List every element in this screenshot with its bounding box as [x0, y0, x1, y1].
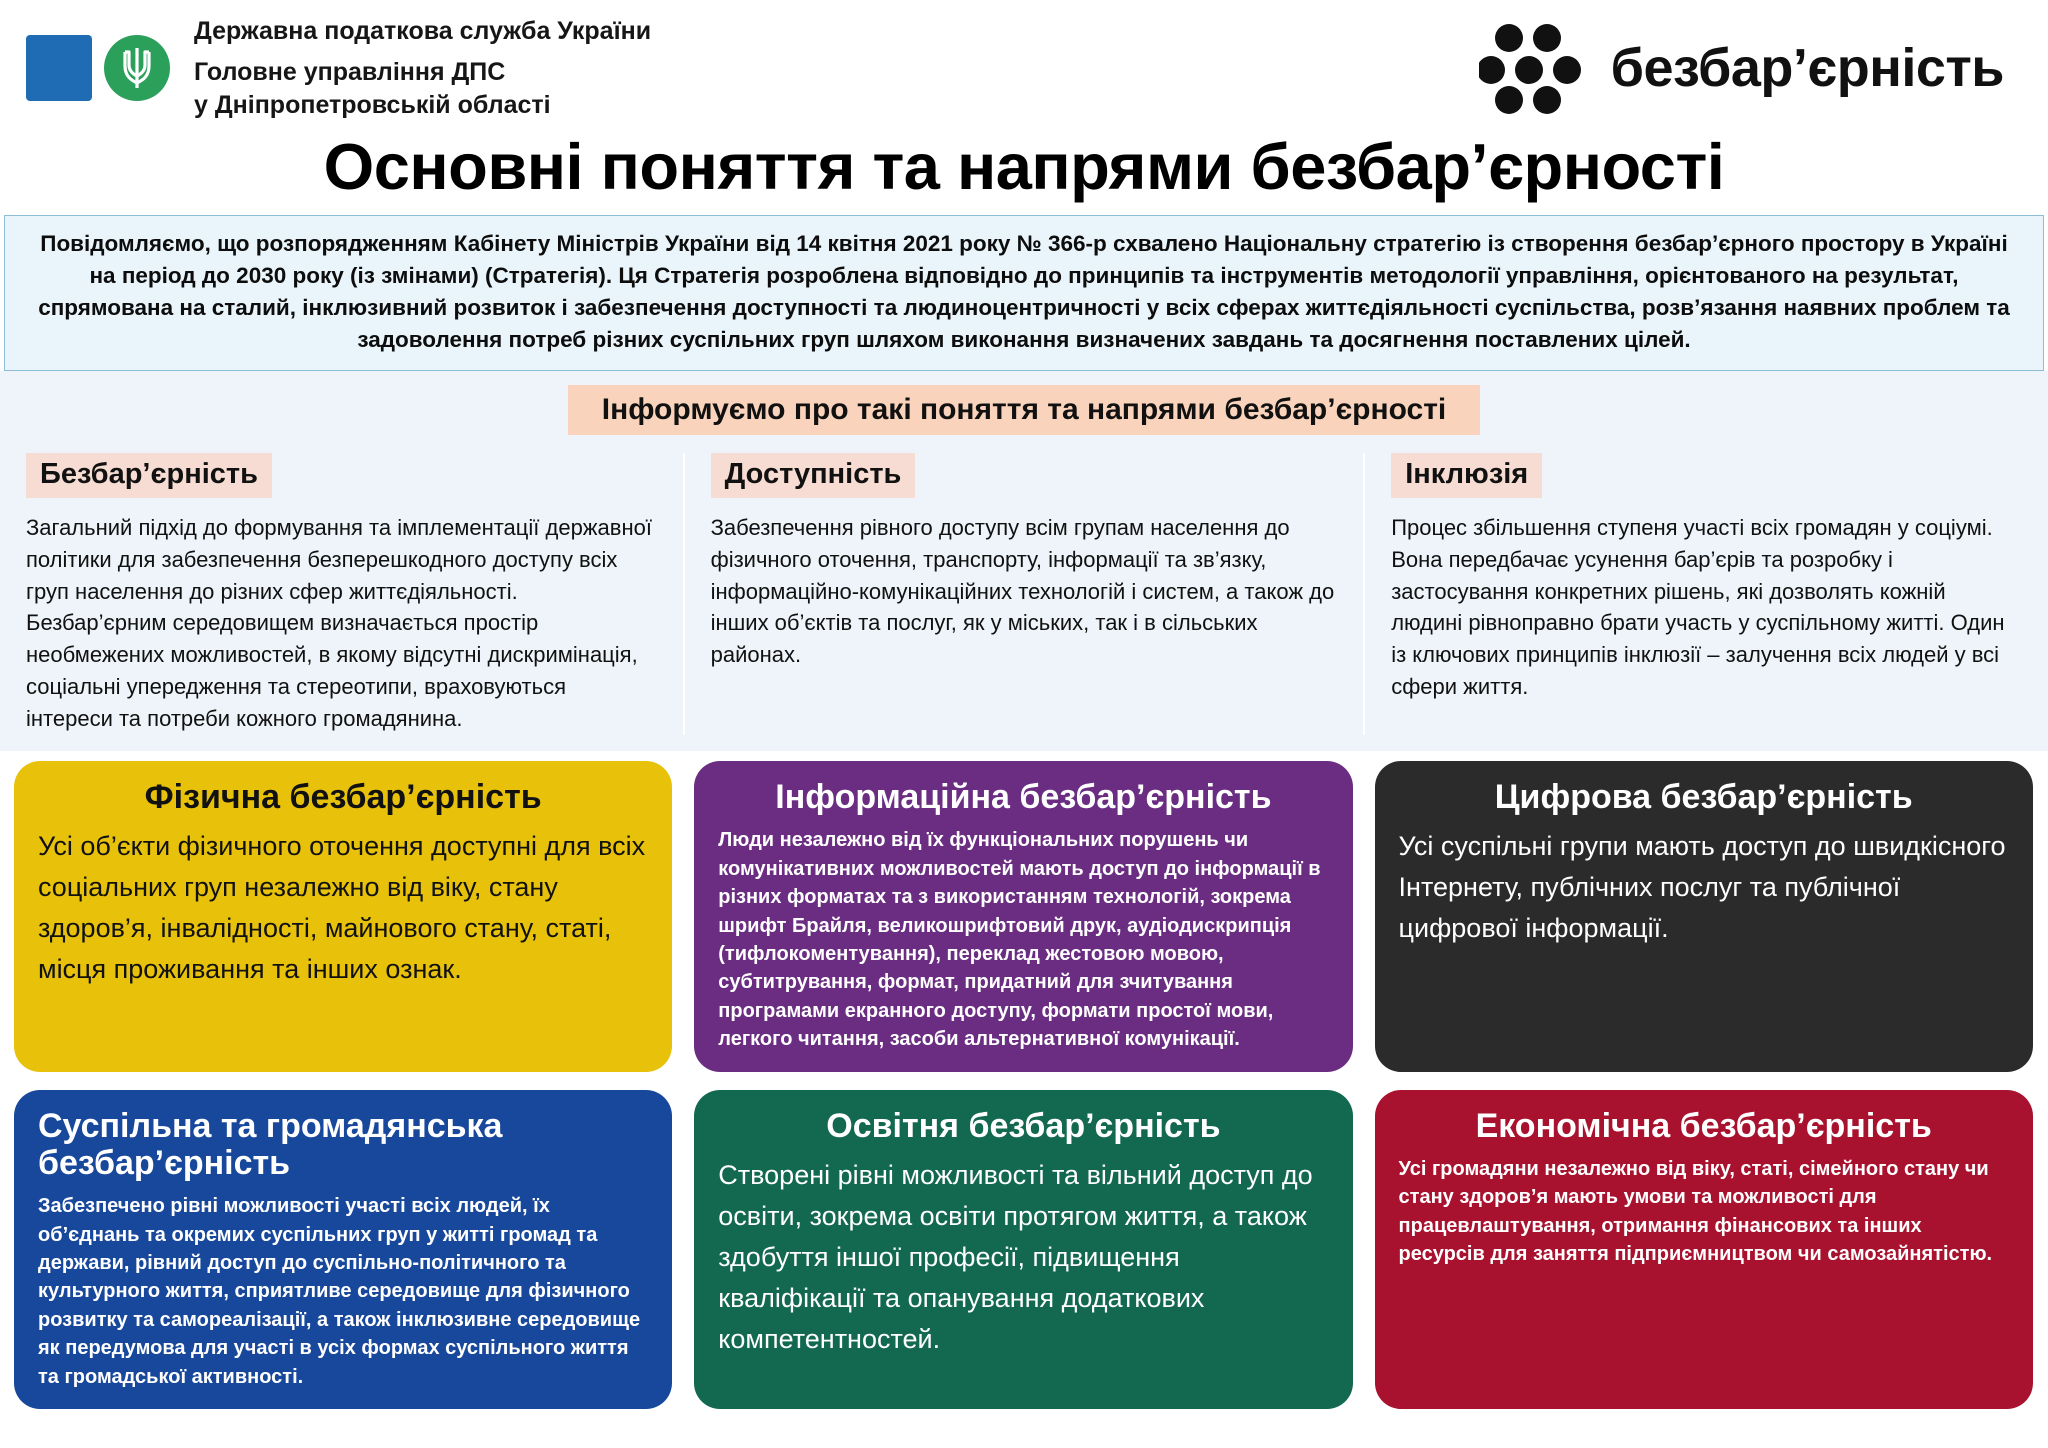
card-economic-barrier-free	[1375, 1090, 2033, 1410]
card-text: Усі об’єкти фізичного оточення доступні для всіх соціальних груп незалежно від віку, стану здоров’я, інвалідності, майнового стану, статі, місця проживання та інших ознак.	[38, 831, 646, 985]
card-physical-barrier-free	[14, 761, 672, 1072]
card-educational-barrier-free	[694, 1090, 1352, 1410]
card-title: Економічна безбар’єрність	[1475, 1106, 1932, 1145]
card-text: Створені рівні можливості та вільний доступ до освіти, зокрема освіти протягом життя, а також здобуття іншої професії, підвищення кваліфікації та опанування додаткових компетентностей.	[718, 1159, 1313, 1355]
org-line-3: у Дніпропетровській області	[194, 90, 551, 119]
page-header	[0, 0, 2048, 128]
banner-row	[0, 371, 2048, 447]
card-text: Люди незалежно від їх функціональних порушень чи комунікативних можливостей мають доступ до інформації в різних форматах та з використанням технологій, зокрема шрифт Брайля, великошрифтовий друк, аудіодискрипція (тифлокоментування), переклад жестовою мовою, субтитрування, формат, придатний для зчитування програмами екранного доступу, формати простої мови, легкого читання, засоби альтернативної комунікації.	[718, 829, 1321, 1051]
card-text: Забезпечено рівні можливості участі всіх людей, їх об’єднань та окремих суспільних груп у житті громад та держави, рівний доступ до суспільно-політичного та культурного життя, сприятливе середовище для фізичного розвитку та самореалізації, а також інклюзивне середовище як передумова для участі в усіх формах суспільного життя та громадської активності.	[38, 1195, 641, 1388]
card-title: Освітня безбар’єрність	[826, 1106, 1221, 1145]
definition-text: Загальний підхід до формування та імплементації державної політики для забезпечення безперешкодного доступу всіх груп населення до різних сфер життєдіяльності. Безбар’єрним середовищем визначається простір необмежених можливостей, в якому відсутні дискримінація, соціальні упередження та стереотипи, враховуються інтереси та потреби кожного громадянина.	[26, 514, 652, 732]
card-title: Фізична безбар’єрність	[144, 777, 542, 816]
card-text: Усі громадяни незалежно від віку, статі, сімейного стану чи стану здоров’я мають умови та можливості для працевлаштування, отримання фінансових та інших ресурсів для заняття підприємництвом чи самозайнятістю.	[1398, 1157, 1993, 1266]
org-line-2: Головне управління ДПС	[194, 57, 506, 86]
section-banner: Інформуємо про такі поняття та напрями безбар’єрності	[568, 385, 1480, 435]
definitions-row	[0, 447, 2048, 751]
cards-grid	[0, 751, 2048, 1423]
logo-group	[26, 35, 170, 101]
definition-column-barrier-free	[0, 453, 683, 735]
definition-title: Безбар’єрність	[26, 453, 272, 498]
definition-title: Інклюзія	[1391, 453, 1542, 498]
card-title: Суспільна та громадянська безбар’єрність	[38, 1106, 503, 1182]
card-title: Інформаційна безбар’єрність	[775, 777, 1272, 816]
dots-logo-icon	[1479, 22, 1589, 114]
card-information-barrier-free	[694, 761, 1352, 1072]
org-line-1: Державна податкова служба України	[194, 16, 652, 45]
ukraine-trident-icon	[104, 35, 170, 101]
page-title: Основні поняття та напрями безбар’єрності	[323, 130, 1725, 203]
definition-column-inclusion	[1365, 453, 2048, 735]
definition-column-accessibility	[683, 453, 1366, 735]
definition-title: Доступність	[711, 453, 916, 498]
card-social-civic-barrier-free	[14, 1090, 672, 1410]
definition-text: Забезпечення рівного доступу всім групам населення до фізичного оточення, транспорту, інформації та зв’язку, інформаційно-комунікаційних технологій і систем, а також до інших об’єктів та послуг, як у міських, так і в сільських районах.	[710, 514, 1335, 668]
organization-name	[194, 15, 651, 122]
dps-blue-logo-icon	[26, 35, 92, 101]
intro-box	[4, 215, 2044, 371]
card-text: Усі суспільні групи мають доступ до швидкісного Інтернету, публічних послуг та публічної цифрової інформації.	[1398, 831, 2006, 944]
intro-text: Повідомляємо, що розпорядженням Кабінету Міністрів України від 14 квітня 2021 року № 366-р схвалено Національну стратегію із створення безбар’єрного простору в Україні на період до 2030 року (із змінами) (Стратегія). Ця Стратегія розроблена відповідно до принципів та інструментів методології управління, орієнтованого на результат, спрямована на сталий, інклюзивний розвиток і забезпечення доступності та людиноцентричності у всіх сферах життєдіяльності суспільства, розв’язання наявних проблем та задоволення потреб різних суспільних груп шляхом виконання визначених завдань та досягнення поставлених цілей.	[38, 231, 2010, 352]
barrier-free-brand	[1479, 22, 2022, 114]
card-title: Цифрова безбар’єрність	[1494, 777, 1913, 816]
brand-wordmark: безбар’єрність	[1610, 38, 2004, 98]
card-digital-barrier-free	[1375, 761, 2033, 1072]
definition-text: Процес збільшення ступеня участі всіх громадян у соціумі. Вона передбачає усунення бар’єрів та розробку і застосування конкретних рішень, які дозволять кожній людині рівноправно брати участь у суспільному житті. Один із ключових принципів інклюзії – залучення всіх людей у всі сфери життя.	[1391, 514, 2005, 700]
